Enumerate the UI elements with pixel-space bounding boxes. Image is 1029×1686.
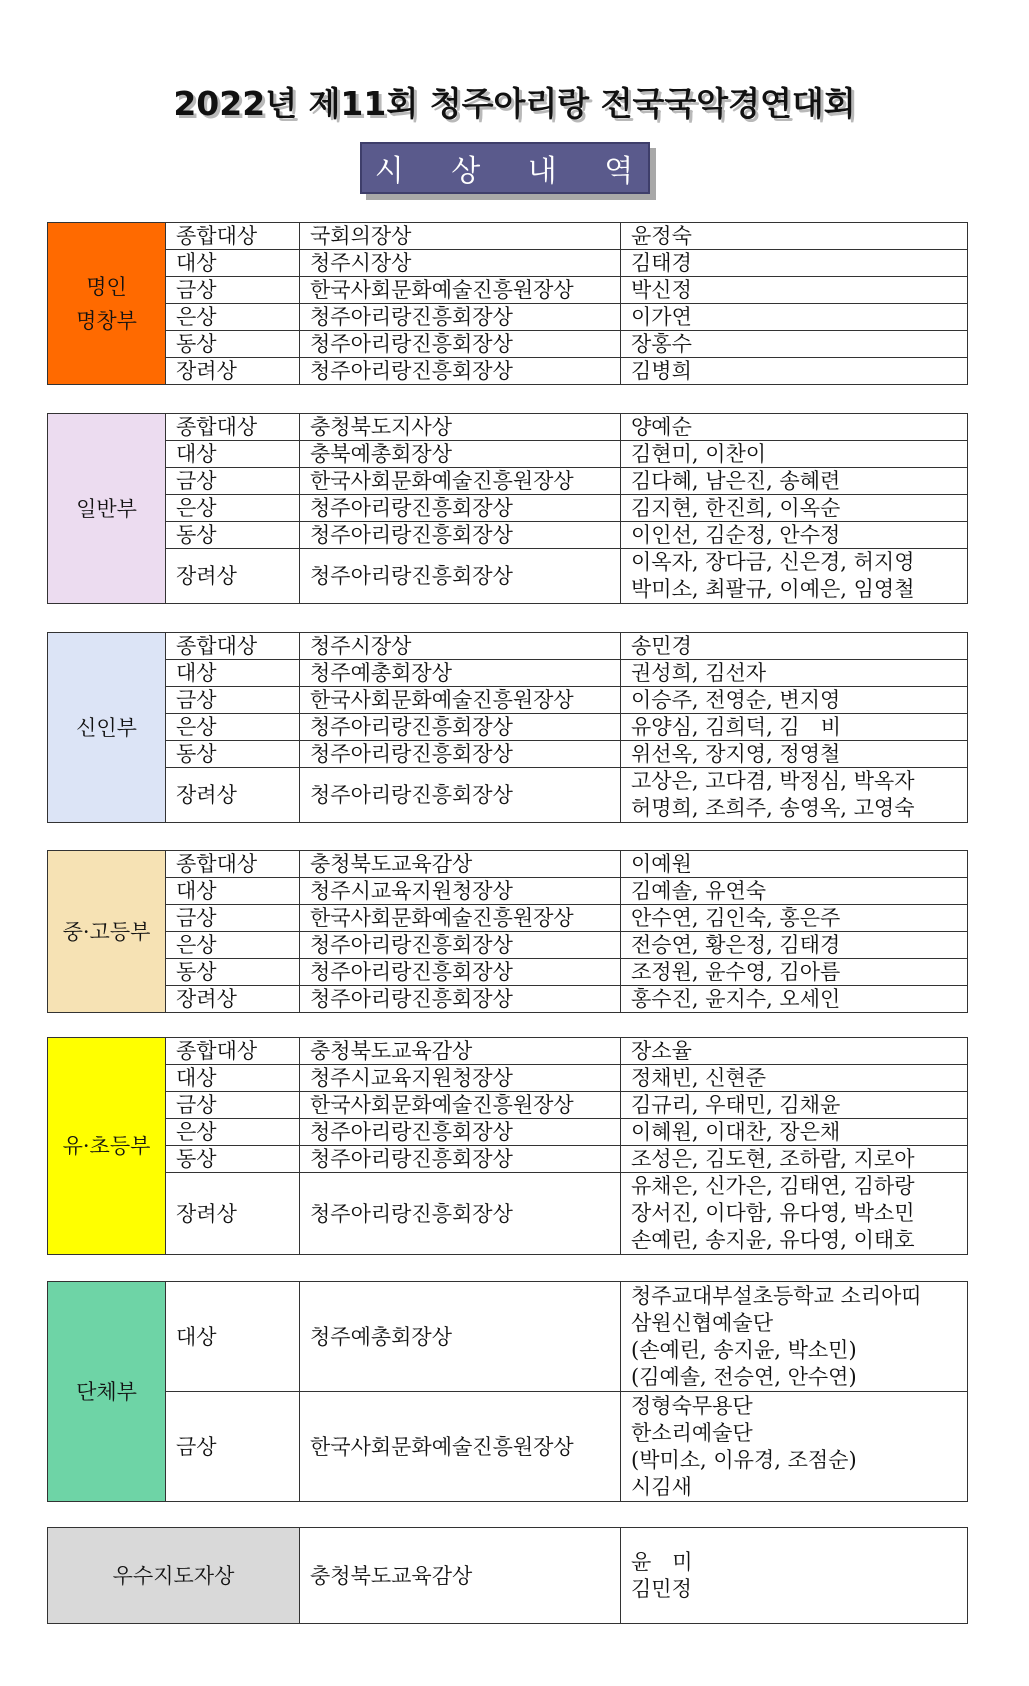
giver-cell: 청주시장상 <box>300 250 621 277</box>
giver-cell: 충청북도교육감상 <box>300 1038 621 1065</box>
prize-cell: 장려상 <box>166 768 300 823</box>
giver-cell: 청주아리랑진흥회장상 <box>300 304 621 331</box>
prize-cell: 은상 <box>166 1119 300 1146</box>
section-ilban <box>47 413 968 604</box>
giver-cell: 국회의장상 <box>300 223 621 250</box>
winners-cell: 이옥자, 장다금, 신은경, 허지영 박미소, 최팔규, 이예은, 임영철 <box>621 549 968 604</box>
section-yucho <box>47 1037 968 1255</box>
winners-cell: 김지현, 한진희, 이옥순 <box>621 495 968 522</box>
winners-cell: 이승주, 전영순, 변지영 <box>621 687 968 714</box>
division-label: 단체부 <box>76 1379 137 1404</box>
giver-cell: 충청북도교육감상 <box>300 851 621 878</box>
giver-cell: 충북예총회장상 <box>300 441 621 468</box>
giver-cell: 청주시교육지원청장상 <box>300 878 621 905</box>
giver-cell: 청주예총회장상 <box>300 1282 621 1392</box>
prize-cell: 대상 <box>166 660 300 687</box>
division-cell <box>48 633 166 823</box>
winners-cell: 고상은, 고다겸, 박정심, 박옥자 허명희, 조희주, 송영옥, 고영숙 <box>621 768 968 823</box>
giver-cell: 청주시장상 <box>300 633 621 660</box>
prize-cell: 동상 <box>166 959 300 986</box>
giver-cell: 청주아리랑진흥회장상 <box>300 986 621 1013</box>
prize-cell: 동상 <box>166 331 300 358</box>
prize-cell: 금상 <box>166 1092 300 1119</box>
winners-cell: 박신정 <box>621 277 968 304</box>
winners-cell: 위선옥, 장지영, 정영철 <box>621 741 968 768</box>
giver-cell: 청주아리랑진흥회장상 <box>300 1146 621 1173</box>
division-label: 유·초등부 <box>62 1134 151 1158</box>
winners-cell: 전승연, 황은정, 김태경 <box>621 932 968 959</box>
giver-cell: 청주아리랑진흥회장상 <box>300 932 621 959</box>
winners-cell: 김태경 <box>621 250 968 277</box>
winners-cell: 장소율 <box>621 1038 968 1065</box>
giver-cell: 청주아리랑진흥회장상 <box>300 522 621 549</box>
prize-cell: 장려상 <box>166 549 300 604</box>
prize-cell: 금상 <box>166 277 300 304</box>
prize-cell: 동상 <box>166 741 300 768</box>
winners-cell: 조성은, 김도현, 조하람, 지로아 <box>621 1146 968 1173</box>
section-danche <box>47 1281 968 1502</box>
prize-cell: 대상 <box>166 1282 300 1392</box>
winners-cell: 안수연, 김인숙, 홍은주 <box>621 905 968 932</box>
division-cell <box>48 851 166 1013</box>
winners-cell: 이인선, 김순정, 안수정 <box>621 522 968 549</box>
giver-cell: 청주아리랑진흥회장상 <box>300 1173 621 1255</box>
prize-cell: 금상 <box>166 687 300 714</box>
winners-cell: 윤정숙 <box>621 223 968 250</box>
prize-cell: 종합대상 <box>166 633 300 660</box>
division-cell <box>48 223 166 385</box>
giver-cell: 청주아리랑진흥회장상 <box>300 714 621 741</box>
page-title: 2022년 제11회 청주아리랑 전국국악경연대회 <box>173 84 856 123</box>
winners-cell: 김규리, 우태민, 김채윤 <box>621 1092 968 1119</box>
winners-cell: 홍수진, 윤지수, 오세인 <box>621 986 968 1013</box>
prize-cell: 종합대상 <box>166 1038 300 1065</box>
division-cell <box>48 414 166 604</box>
giver-cell: 청주아리랑진흥회장상 <box>300 741 621 768</box>
prize-cell: 동상 <box>166 522 300 549</box>
giver-cell: 청주아리랑진흥회장상 <box>300 495 621 522</box>
section-sinin <box>47 632 968 823</box>
prize-cell: 은상 <box>166 304 300 331</box>
winners-cell: 유양심, 김희덕, 김 비 <box>621 714 968 741</box>
prize-cell: 장려상 <box>166 1173 300 1255</box>
giver-cell: 한국사회문화예술진흥원장상 <box>300 687 621 714</box>
division-cell <box>48 1038 166 1255</box>
winners-cell: 장홍수 <box>621 331 968 358</box>
winners-cell: 청주교대부설초등학교 소리아띠 삼원신협예술단 (손예린, 송지윤, 박소민) (김예솔, 전승연, 안수연) <box>621 1282 968 1392</box>
division-label: 명인 명창부 <box>76 274 137 333</box>
winners-cell: 조정원, 윤수영, 김아름 <box>621 959 968 986</box>
giver-cell: 청주아리랑진흥회장상 <box>300 1119 621 1146</box>
winners-cell: 송민경 <box>621 633 968 660</box>
giver-cell: 한국사회문화예술진흥원장상 <box>300 1392 621 1502</box>
prize-cell: 대상 <box>166 1065 300 1092</box>
prize-cell: 대상 <box>166 878 300 905</box>
section-junggo <box>47 850 968 1013</box>
giver-cell: 청주아리랑진흥회장상 <box>300 549 621 604</box>
prize-cell: 장려상 <box>166 358 300 385</box>
prize-cell: 은상 <box>166 495 300 522</box>
giver-cell: 한국사회문화예술진흥원장상 <box>300 277 621 304</box>
winners-cell: 김병희 <box>621 358 968 385</box>
giver-cell: 청주아리랑진흥회장상 <box>300 331 621 358</box>
division-label: 우수지도자상 <box>112 1563 235 1588</box>
winners-cell: 권성희, 김선자 <box>621 660 968 687</box>
giver-cell: 청주아리랑진흥회장상 <box>300 959 621 986</box>
giver-cell: 청주아리랑진흥회장상 <box>300 768 621 823</box>
prize-cell: 동상 <box>166 1146 300 1173</box>
prize-cell: 종합대상 <box>166 851 300 878</box>
prize-cell: 대상 <box>166 250 300 277</box>
giver-cell: 한국사회문화예술진흥원장상 <box>300 468 621 495</box>
division-label: 중·고등부 <box>62 919 151 944</box>
winners-cell: 김현미, 이찬이 <box>621 441 968 468</box>
giver-cell: 청주아리랑진흥회장상 <box>300 358 621 385</box>
giver-cell: 한국사회문화예술진흥원장상 <box>300 1092 621 1119</box>
winners-cell: 양예순 <box>621 414 968 441</box>
prize-cell: 은상 <box>166 932 300 959</box>
winners-cell: 김다혜, 남은진, 송혜련 <box>621 468 968 495</box>
winners-cell: 김예솔, 유연숙 <box>621 878 968 905</box>
winners-cell: 윤 미 김민정 <box>621 1528 968 1624</box>
prize-cell: 종합대상 <box>166 414 300 441</box>
division-label: 일반부 <box>76 496 137 521</box>
giver-cell: 한국사회문화예술진흥원장상 <box>300 905 621 932</box>
giver-cell: 충청북도교육감상 <box>300 1528 621 1624</box>
prize-cell: 종합대상 <box>166 223 300 250</box>
section-jido <box>47 1527 968 1624</box>
prize-cell: 금상 <box>166 905 300 932</box>
prize-cell: 금상 <box>166 1392 300 1502</box>
division-label: 신인부 <box>76 715 137 740</box>
subtitle-banner: 시 상 내 역 <box>360 142 650 194</box>
giver-cell: 청주시교육지원청장상 <box>300 1065 621 1092</box>
prize-cell: 대상 <box>166 441 300 468</box>
winners-cell: 이가연 <box>621 304 968 331</box>
winners-cell: 정채빈, 신현준 <box>621 1065 968 1092</box>
winners-cell: 정형숙무용단 한소리예술단 (박미소, 이유경, 조점순) 시김새 <box>621 1392 968 1502</box>
prize-cell: 은상 <box>166 714 300 741</box>
giver-cell: 청주예총회장상 <box>300 660 621 687</box>
winners-cell: 이혜원, 이대찬, 장은채 <box>621 1119 968 1146</box>
section-myeongin <box>47 222 968 385</box>
division-cell <box>48 1282 166 1502</box>
giver-cell: 충청북도지사상 <box>300 414 621 441</box>
prize-cell: 장려상 <box>166 986 300 1013</box>
prize-cell: 금상 <box>166 468 300 495</box>
winners-cell: 이예원 <box>621 851 968 878</box>
winners-cell: 유채은, 신가은, 김태연, 김하랑 장서진, 이다함, 유다영, 박소민 손예린, 송지윤, 유다영, 이태호 <box>621 1173 968 1255</box>
division-cell <box>48 1528 300 1624</box>
